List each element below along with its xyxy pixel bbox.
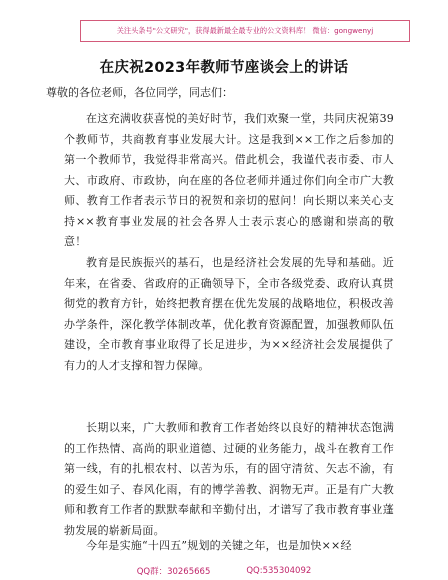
paragraph-3: 长期以来，广大教师和教育工作者始终以良好的精神状态饱满的工作热情、高尚的职业道德、过硬的业务能力，战斗在教育工作第一线，有的扎根农村、以苦为乐，有的固守清贫、矢志不渝，有的爱生如子、春风化雨，有的博学善教、润物无声。正是有广大教师和教育工作者的默默奉献和辛勤付出，才谱写了我市教育事业蓬勃发展的崭新局面。: [64, 421, 394, 537]
document-title: 在庆祝2023年教师节座谈会上的讲话: [99, 60, 349, 76]
paragraph-2: 教育是民族振兴的基石，也是经济社会发展的先导和基础。近年来，在省委、省政府的正确领导下，全市各级党委、政府认真贯彻党的教育方针，始终把教育摆在优先发展的战略地位，积极改善办学条件，深化教学体制改革，优化教育资源配置，加强教师队伍建设，全市教育事业取得了长足进步，为××经济社会发展提供了有力的人才支撑和智力保障。: [64, 256, 394, 372]
salutation: 尊敬的各位老师，各位同学，同志们：: [46, 86, 233, 99]
footer-qq-group: QQ群：30265665: [136, 567, 211, 577]
header-banner: 关注头条号"公文研究"，获得最新最全最专业的公文资料库！ 微信：gongwenyj: [80, 20, 410, 42]
footer-qq: QQ:535304092: [246, 566, 312, 576]
paragraph-4: 今年是实施“十四五”规划的关键之年，也是加快××经: [86, 539, 352, 552]
paragraph-1: 在这充满收获喜悦的美好时节，我们欢聚一堂，共同庆祝第39个教师节，共商教育事业发展大计。这是我到××工作之后参加的第一个教师节，我觉得非常高兴。借此机会，我谨代表市委、市人大、市政府、市政协，向在座的各位老师并通过你们向全市广大教师、教育工作者表示节日的祝贺和亲切的慰问！向长期以来关心支持××教育事业发展的社会各界人士表示衷心的感谢和崇高的敬意！: [64, 112, 394, 248]
footer-contact: [0, 562, 448, 580]
